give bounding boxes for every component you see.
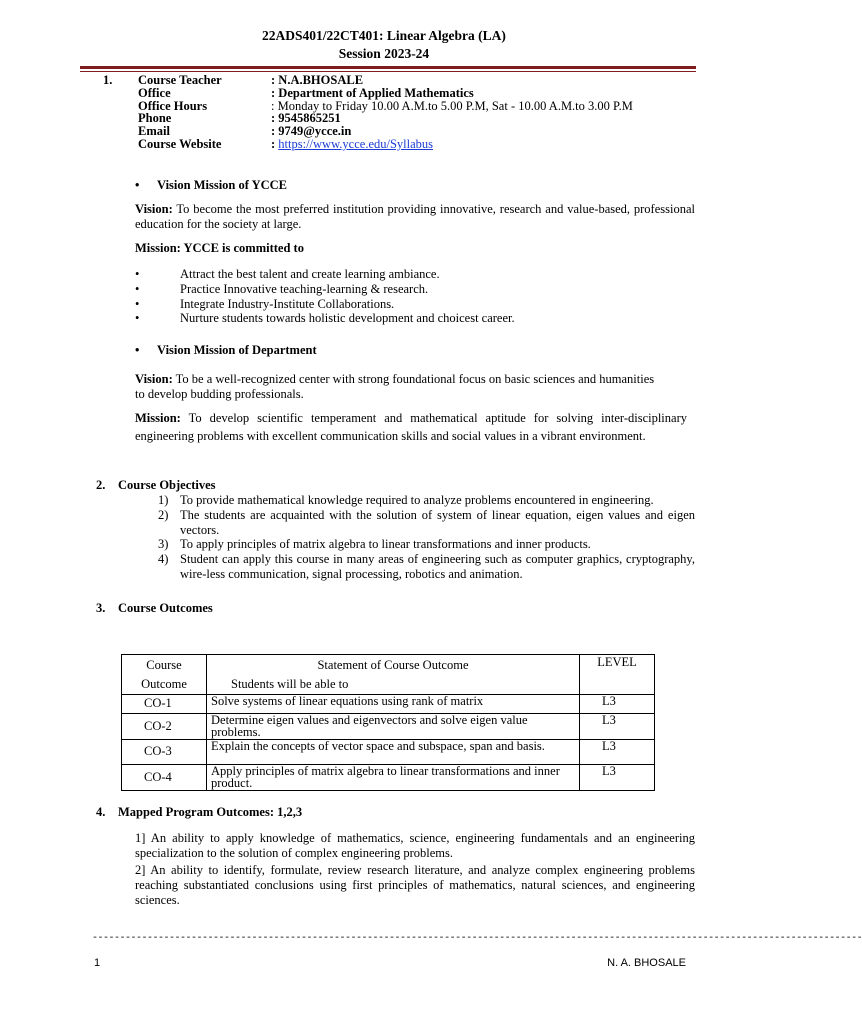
- table-cell: L3: [580, 713, 655, 739]
- table-row: [122, 694, 655, 713]
- ycce-vision-paragraph: Vision: To become the most preferred institution providing innovative, research and value-based, professional education for the society at large.: [135, 202, 695, 231]
- table-cell: L3: [580, 694, 655, 713]
- ycce-mission-list: [135, 267, 515, 326]
- table-cell: Explain the concepts of vector space and subspace, span and basis.: [207, 739, 580, 764]
- info-value: : Department of Applied Mathematics: [271, 85, 474, 100]
- header-rule-thick: [80, 66, 696, 69]
- course-title: 22ADS401/22CT401: Linear Algebra (LA): [262, 28, 506, 43]
- table-header-cell: Course Outcome: [122, 655, 207, 695]
- table-row: [122, 713, 655, 739]
- info-value: : N.A.BHOSALE: [271, 73, 364, 88]
- info-value: : 9749@ycce.in: [271, 124, 352, 139]
- info-label: Phone: [138, 111, 172, 126]
- table-cell: Solve systems of linear equations using rank of matrix: [207, 694, 580, 713]
- mapped-outcomes-heading: 4. Mapped Program Outcomes: 1,2,3: [96, 805, 303, 819]
- info-label: Course Teacher: [138, 73, 222, 88]
- info-value: : 9545865251: [271, 111, 341, 126]
- objectives-list: [158, 493, 695, 582]
- info-label: Office Hours: [138, 98, 208, 113]
- table-cell: CO-4: [122, 764, 207, 790]
- table-header-row: [122, 655, 655, 695]
- table-row: [122, 739, 655, 764]
- list-item: • Practice Innovative teaching-learning & research.: [135, 281, 429, 296]
- course-outcome-table: [121, 654, 655, 791]
- section-number: 1.: [103, 73, 113, 88]
- list-item: • Nurture students towards holistic development and choicest career.: [135, 311, 515, 326]
- list-item: 3) To apply principles of matrix algebra to linear transformations and inner products.: [158, 537, 591, 552]
- table-cell: CO-2: [122, 713, 207, 739]
- dept-mission-paragraph: Mission: To develop scientific temperament and mathematical aptitude for solving inter-disciplinary engineering problems with excellent communication skills and social values in a vibrant environment.: [135, 411, 687, 443]
- vm-ycce-heading: • Vision Mission of YCCE: [135, 178, 287, 192]
- table-row: [122, 764, 655, 790]
- info-label: Email: [138, 124, 170, 139]
- dept-vision-paragraph: Vision: To be a well-recognized center with strong foundational focus on basic sciences and humanities to develop budding professionals.: [135, 372, 655, 401]
- table-cell: CO-1: [122, 694, 207, 713]
- info-colon: :: [271, 137, 276, 152]
- page-number: 1: [94, 957, 101, 969]
- table-cell: L3: [580, 764, 655, 790]
- footer-dashed-rule: --------------------------------------------------------------------------------------------------------------------------------------------: [92, 933, 862, 944]
- table-cell: L3: [580, 739, 655, 764]
- course-website-link[interactable]: https://www.ycce.edu/Syllabus: [278, 137, 434, 152]
- objectives-heading: 2. Course Objectives: [96, 478, 216, 492]
- program-outcome-1: 1] An ability to apply knowledge of mathematics, science, engineering fundamentals and an engineering specialization to the solution of complex engineering problems.: [135, 831, 695, 860]
- document-header: [0, 27, 768, 62]
- header-rule-thin: [80, 71, 696, 72]
- list-item: • Attract the best talent and create learning ambiance.: [135, 267, 440, 282]
- list-item: 1) To provide mathematical knowledge required to analyze problems encountered in engineering.: [158, 493, 654, 507]
- list-item: 2) The students are acquainted with the solution of system of linear equation, eigen values and eigen vectors.: [158, 507, 695, 537]
- course-info-block: [103, 74, 633, 151]
- info-label: Course Website: [138, 137, 222, 152]
- table-cell: CO-3: [122, 739, 207, 764]
- table-header-cell: Statement of Course Outcome Students will be able to: [207, 655, 580, 695]
- table-cell: Determine eigen values and eigenvectors and solve eigen value problems.: [207, 713, 580, 739]
- session-label: Session 2023-24: [338, 45, 430, 61]
- footer-author: N. A. BHOSALE: [607, 957, 686, 969]
- list-item: 4) Student can apply this course in many areas of engineering such as computer graphics, cryptography, wire-less communication, signal processing, robotics and animation.: [158, 552, 695, 581]
- outcomes-heading: 3. Course Outcomes: [96, 601, 213, 615]
- info-label: Office: [138, 85, 171, 100]
- table-cell: Apply principles of matrix algebra to linear transformations and inner product.: [207, 764, 580, 790]
- ycce-mission-paragraph: Mission: YCCE is committed to: [135, 241, 304, 255]
- program-outcome-2: 2] An ability to identify, formulate, review research literature, and analyze complex engineering problems reaching substantiated conclusions using first principles of mathematics, natural sciences, and engineering sciences.: [135, 863, 695, 907]
- info-value: : Monday to Friday 10.00 A.M.to 5.00 P.M, Sat - 10.00 A.M.to 3.00 P.M: [271, 98, 633, 113]
- vm-dept-heading: • Vision Mission of Department: [135, 343, 317, 357]
- list-item: • Integrate Industry-Institute Collaborations.: [135, 296, 395, 311]
- table-header-cell: LEVEL: [580, 655, 655, 695]
